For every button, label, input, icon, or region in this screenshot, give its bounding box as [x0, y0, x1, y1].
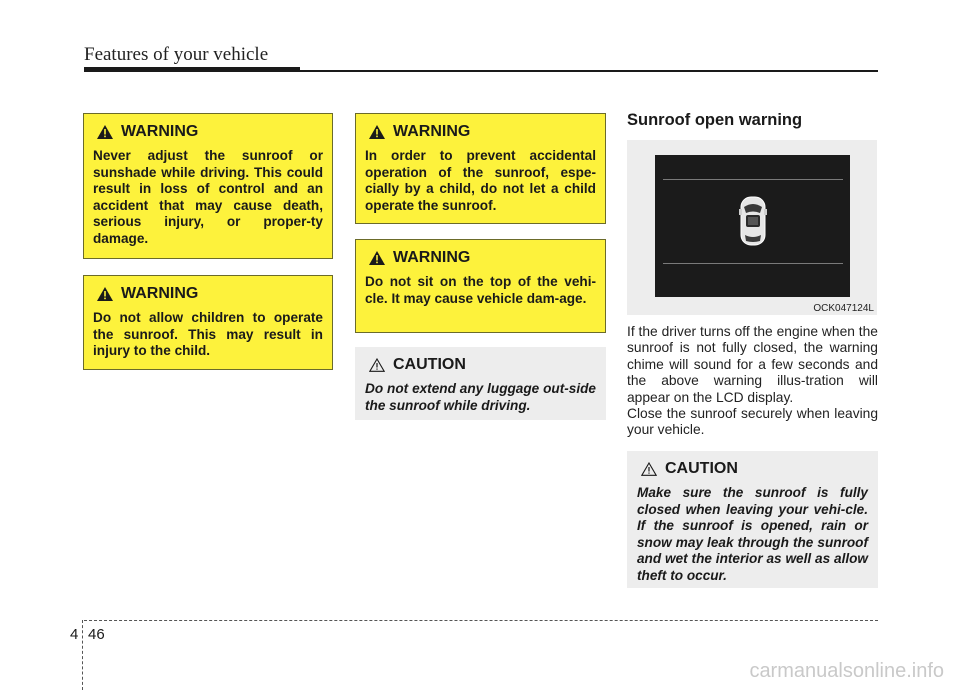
warning-box-adjust	[83, 113, 333, 259]
warning-title: WARNING	[97, 284, 323, 304]
warning-triangle-icon	[97, 125, 113, 139]
lcd-screen	[655, 155, 850, 297]
caution-title: CAUTION	[641, 459, 868, 479]
body-paragraph-2: Close the sunroof securely when leaving your vehicle.	[627, 406, 878, 438]
warning-title: WARNING	[369, 248, 596, 268]
car-top-view-icon	[738, 195, 768, 247]
chapter-number: 4	[70, 626, 79, 643]
warning-triangle-icon	[97, 287, 113, 301]
footer-rule	[84, 620, 878, 621]
caution-box-luggage	[355, 347, 606, 420]
lcd-line-top	[663, 179, 843, 180]
watermark: carmanualsonline.info	[749, 660, 944, 682]
warning-triangle-icon	[369, 251, 385, 265]
warning-triangle-icon	[369, 125, 385, 139]
figure-code: OCK047124L	[813, 303, 874, 314]
warning-text: Never adjust the sunroof or sunshade while driving. This could result in loss of control and an accident that may cause death, serious injury, or proper-ty damage.	[93, 148, 323, 246]
lcd-figure	[627, 140, 877, 315]
warning-box-sit	[355, 239, 606, 333]
caution-title: CAUTION	[369, 355, 596, 375]
caution-text: Do not extend any luggage out-side the sunroof while driving.	[365, 381, 596, 413]
caution-triangle-icon	[369, 358, 385, 372]
header-rule-thin	[300, 70, 878, 72]
header-rule-thick	[84, 67, 300, 72]
warning-title: WARNING	[97, 122, 323, 142]
warning-title: WARNING	[369, 122, 596, 142]
warning-text: Do not allow children to operate the sunroof. This may result in injury to the child.	[93, 310, 323, 359]
page-header-title: Features of your vehicle	[84, 44, 269, 65]
section-heading: Sunroof open warning	[627, 111, 803, 129]
warning-text: In order to prevent accidental operation of the sunroof, espe-cially by a child, do not let a child operate the sunroof.	[365, 148, 596, 213]
warning-text: Do not sit on the top of the vehi-cle. It may cause vehicle dam-age.	[365, 274, 596, 306]
caution-triangle-icon	[641, 462, 657, 476]
caution-box-closed	[627, 451, 878, 588]
body-paragraph-1: If the driver turns off the engine when the sunroof is not fully closed, the warning chime will sound for a few seconds and the above warning illus-tration will appear on the LCD display.	[627, 324, 878, 405]
warning-box-accidental	[355, 113, 606, 224]
caution-text: Make sure the sunroof is fully closed when leaving your vehi-cle. If the sunroof is opened, rain or snow may leak through the sunroof and wet the interior as well as allow theft to occur.	[637, 485, 868, 583]
warning-box-children	[83, 275, 333, 370]
page-number: 46	[88, 626, 105, 643]
footer-divider	[82, 620, 83, 690]
lcd-line-bottom	[663, 263, 843, 264]
